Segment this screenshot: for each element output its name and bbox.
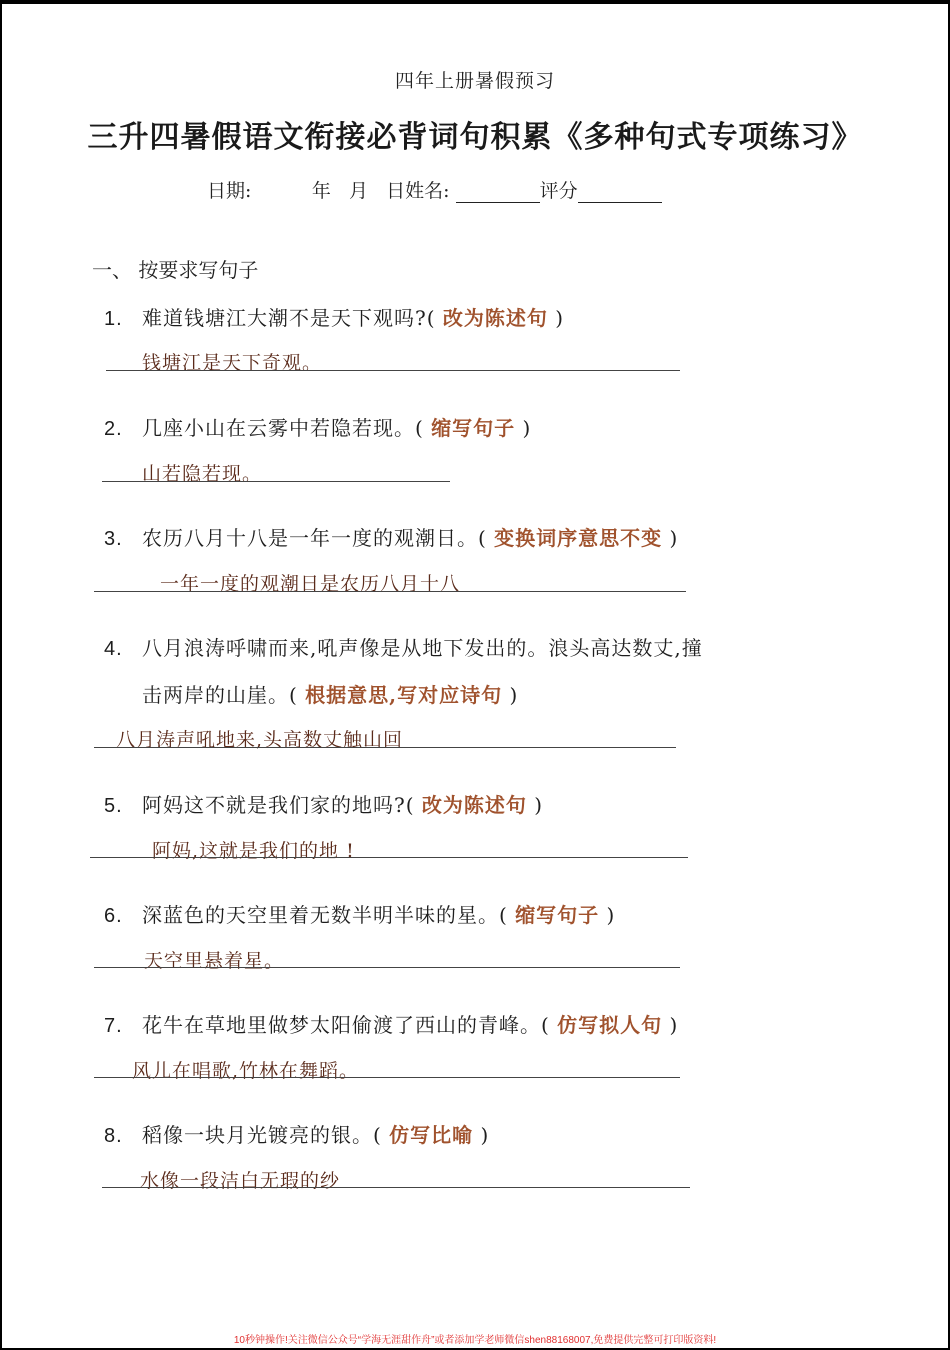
question-3 <box>104 522 678 551</box>
answer-3[interactable]: 一年一度的观潮日是农历八月十八 <box>160 573 461 595</box>
question-number: 1. <box>104 308 123 330</box>
question-6 <box>104 899 615 928</box>
question-text: 几座小山在云雾中若隐若现。( <box>142 416 424 440</box>
question-number: 4. <box>104 638 123 660</box>
answer-line-8 <box>102 1187 690 1188</box>
question-text: 阿妈这不就是我们家的地吗?( <box>142 793 415 817</box>
worksheet-subtitle: 四年上册暑假预习 <box>394 70 555 92</box>
question-number: 2. <box>104 418 123 440</box>
question-text: 农历八月十八是一年一度的观潮日。( <box>142 526 487 550</box>
question-text: 难道钱塘江大潮不是天下观吗?( <box>142 306 436 330</box>
close-paren: ) <box>534 793 544 817</box>
question-text: 花牛在草地里做梦太阳偷渡了西山的青峰。( <box>142 1013 550 1037</box>
close-paren: ) <box>480 1123 490 1147</box>
worksheet-page <box>2 4 948 1348</box>
question-requirement: 缩写句子 <box>431 416 516 440</box>
close-paren: ) <box>669 1013 679 1037</box>
question-number: 8. <box>104 1125 123 1147</box>
answer-7[interactable]: 风儿在唱歌,竹林在舞蹈。 <box>132 1060 360 1082</box>
section-title: 一、 按要求写句子 <box>92 258 259 282</box>
close-paren: ) <box>555 306 565 330</box>
answer-line-7 <box>94 1077 680 1078</box>
close-paren: ) <box>522 416 532 440</box>
info-row <box>207 176 662 203</box>
question-text: 深蓝色的天空里着无数半明半味的星。( <box>142 903 508 927</box>
question-number: 3. <box>104 528 123 550</box>
day-label: 日 <box>386 180 406 202</box>
month-label: 月 <box>348 180 368 202</box>
answer-4[interactable]: 八月涛声吼地来,头高数丈触山回 <box>116 729 404 751</box>
answer-line-6 <box>94 967 680 968</box>
question-requirement: 仿写拟人句 <box>557 1013 663 1037</box>
question-2 <box>104 412 531 441</box>
question-number: 6. <box>104 905 123 927</box>
name-blank[interactable] <box>456 182 540 203</box>
answer-8[interactable]: 水像一段洁白无瑕的纱 <box>140 1170 341 1192</box>
answer-line-5 <box>90 857 688 858</box>
question-text: 击两岸的山崖。( <box>142 683 298 707</box>
answer-5[interactable]: 阿妈,这就是我们的地 ! <box>152 840 355 862</box>
question-5 <box>104 789 543 818</box>
question-number: 7. <box>104 1015 123 1037</box>
year-label: 年 <box>311 180 331 202</box>
question-requirement: 仿写比喻 <box>389 1123 474 1147</box>
answer-1[interactable]: 钱塘江是天下奇观。 <box>142 352 323 374</box>
question-4 <box>104 632 703 661</box>
date-label: 日期: <box>207 180 252 202</box>
answer-6[interactable]: 天空里悬着星。 <box>144 950 285 972</box>
question-4-continued <box>142 679 518 708</box>
question-text: 稻像一块月光镀亮的银。( <box>142 1123 382 1147</box>
answer-line-4 <box>94 747 676 748</box>
question-requirement: 改为陈述句 <box>421 793 527 817</box>
name-label: 姓名: <box>405 180 450 202</box>
question-number: 5. <box>104 795 123 817</box>
question-7 <box>104 1009 678 1038</box>
footer-notice: 10秒钟操作!关注微信公众号“学海无涯甜作舟”或者添加学老师微信shen88168007,免费提供完整可打印版资料! <box>233 1335 717 1346</box>
answer-2[interactable]: 山若隐若现。 <box>142 463 263 485</box>
question-text: 八月浪涛呼啸而来,吼声像是从地下发出的。浪头高达数丈,撞 <box>142 636 703 660</box>
close-paren: ) <box>669 526 679 550</box>
answer-line-1 <box>106 370 680 371</box>
question-requirement: 缩写句子 <box>515 903 600 927</box>
question-requirement: 根据意思,写对应诗句 <box>305 683 503 707</box>
close-paren: ) <box>606 903 616 927</box>
question-requirement: 改为陈述句 <box>442 306 548 330</box>
question-requirement: 变换词序意思不变 <box>494 526 663 550</box>
question-8 <box>104 1119 489 1148</box>
score-label: 评分 <box>539 180 578 202</box>
question-1 <box>104 302 564 331</box>
score-blank[interactable] <box>578 182 662 203</box>
worksheet-title: 三升四暑假语文衔接必背词句积累《多种句式专项练习》 <box>87 120 863 155</box>
answer-line-3 <box>94 591 686 592</box>
close-paren: ) <box>509 683 519 707</box>
answer-line-2 <box>102 481 450 482</box>
